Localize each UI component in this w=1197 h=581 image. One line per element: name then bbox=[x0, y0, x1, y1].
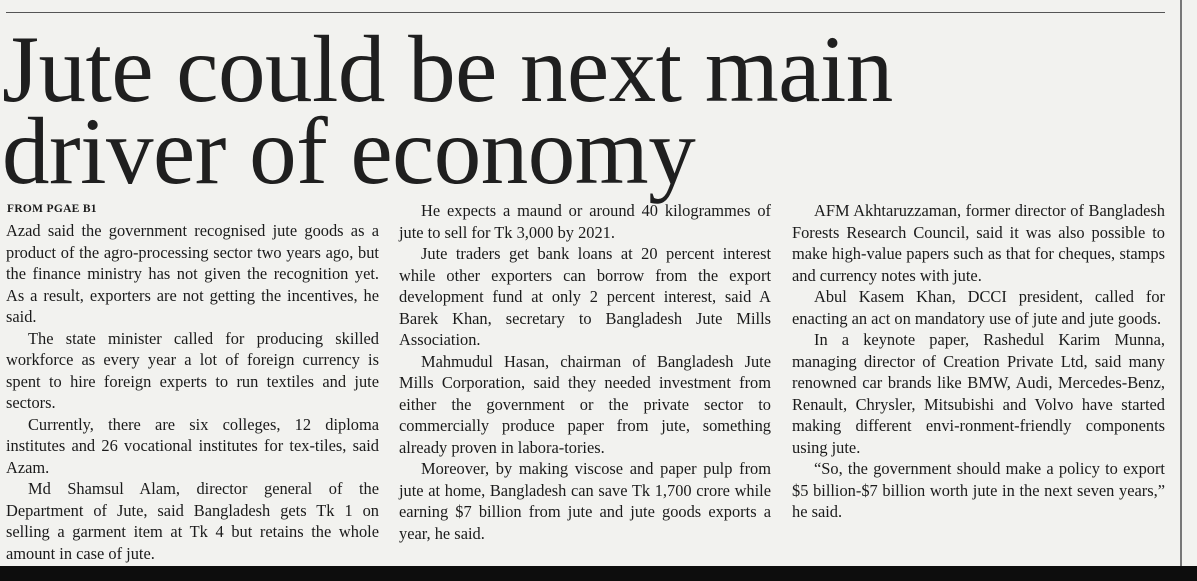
paragraph: Md Shamsul Alam, director general of the Department of Jute, said Bangladesh gets Tk 1 on selling a garment item at Tk 4 but retains the whole amount in case of jute. bbox=[6, 479, 379, 563]
paragraph: Jute traders get bank loans at 20 percent interest while other exporters can borrow from the export development fund at only 2 percent interest, said A Barek Khan, secretary to Bangladesh Jute Mills Association. bbox=[399, 244, 771, 349]
article-column-2 bbox=[399, 200, 771, 544]
headline bbox=[2, 16, 1002, 204]
paragraph: Moreover, by making viscose and paper pulp from jute at home, Bangladesh can save Tk 1,700 crore while earning $7 billion from jute and jute goods exports a year, he said. bbox=[399, 459, 771, 543]
paragraph: In a keynote paper, Rashedul Karim Munna, managing director of Creation Private Ltd, said many renowned car brands like BMW, Audi, Mercedes-Benz, Renault, Chrysler, Mitsubishi and Volvo have started making different envi-ronment-friendly components using jute. bbox=[792, 330, 1165, 457]
headline-line-1: Jute could be next main bbox=[2, 16, 893, 122]
paragraph: He expects a maund or around 40 kilogrammes of jute to sell for Tk 3,000 by 2021. bbox=[399, 201, 771, 242]
headline-line-2: driver of economy bbox=[2, 98, 696, 204]
article-column-1 bbox=[6, 220, 379, 564]
right-column-rule bbox=[1180, 0, 1182, 570]
scan-bottom-edge bbox=[0, 566, 1197, 581]
article-column-3 bbox=[792, 200, 1165, 523]
paragraph: AFM Akhtaruzzaman, former director of Bangladesh Forests Research Council, said it was also possible to make high-value papers such as that for cheques, stamps and currency notes with jute. bbox=[792, 201, 1165, 285]
paragraph: Abul Kasem Khan, DCCI president, called for enacting an act on mandatory use of jute and jute goods. bbox=[792, 287, 1165, 328]
paragraph: The state minister called for producing skilled workforce as every year a lot of foreign currency is spent to hire foreign experts to run textiles and jute sectors. bbox=[6, 328, 379, 412]
paragraph: “So, the government should make a policy to export $5 billion-$7 billion worth jute in the next seven years,” he said. bbox=[792, 459, 1165, 521]
paragraph: Currently, there are six colleges, 12 diploma institutes and 26 vocational institutes for tex-tiles, said Azam. bbox=[6, 414, 379, 477]
continued-from-label: FROM PGAE B1 bbox=[7, 203, 97, 215]
top-rule bbox=[6, 12, 1165, 13]
paragraph: Azad said the government recognised jute goods as a product of the agro-processing sector two years ago, but the finance ministry has not given the recognition yet. As a result, exporters are not getting the incentives, he said. bbox=[6, 221, 379, 326]
paragraph: Mahmudul Hasan, chairman of Bangladesh Jute Mills Corporation, said they needed investment from either the government or the private sector to commercially produce paper from jute, something already proven in labora-tories. bbox=[399, 351, 771, 457]
